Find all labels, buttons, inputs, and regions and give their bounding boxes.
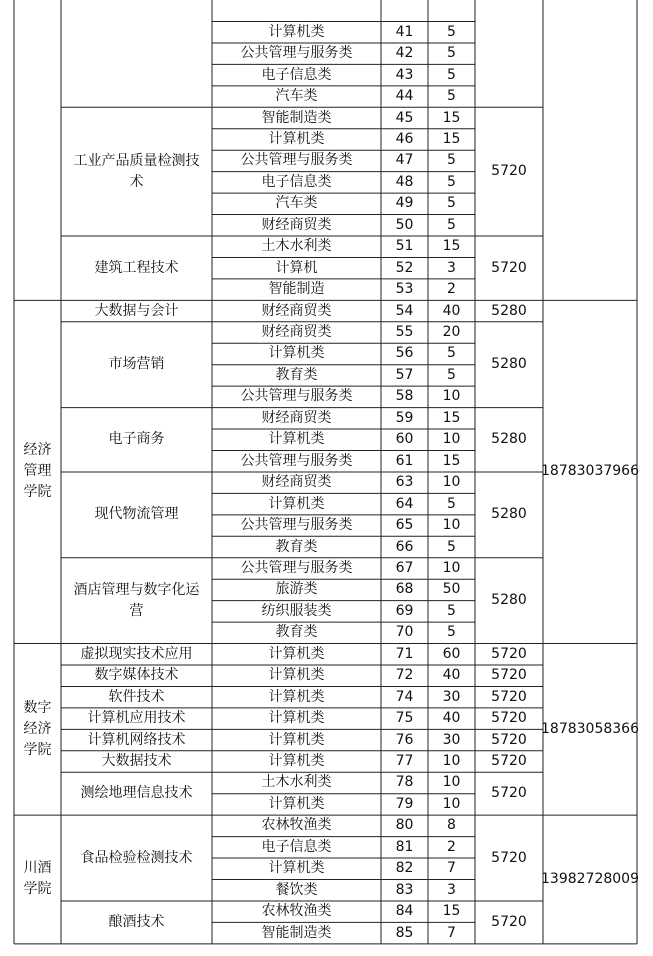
fee-cell: 5720 <box>491 667 527 684</box>
category-cell: 纺织服装类 <box>261 602 332 619</box>
code-cell: 57 <box>395 366 414 383</box>
major-cell-line: 虚拟现实技术应用 <box>80 645 193 662</box>
category-cell: 计算机类 <box>268 688 325 705</box>
major-cell <box>61 472 212 558</box>
code-cell: 76 <box>395 731 414 748</box>
category-cell: 财经商贸类 <box>261 409 332 426</box>
major-cell <box>61 901 212 944</box>
code-cell: 55 <box>395 324 414 341</box>
plan-cell: 40 <box>442 667 461 684</box>
category-cell: 计算机类 <box>268 795 325 812</box>
plan-cell: 8 <box>447 817 456 834</box>
fee-cell: 5280 <box>491 356 527 373</box>
code-cell: 48 <box>395 173 414 190</box>
plan-cell: 2 <box>447 281 456 298</box>
plan-cell: 10 <box>442 388 461 405</box>
major-cell <box>61 236 212 300</box>
major-cell <box>61 322 212 408</box>
code-cell: 72 <box>395 667 414 684</box>
category-cell: 计算机类 <box>268 710 325 727</box>
category-cell: 公共管理与服务类 <box>240 152 353 169</box>
major-cell-line: 大数据技术 <box>101 753 172 770</box>
code-cell: 52 <box>395 259 414 276</box>
plan-cell: 10 <box>442 559 461 576</box>
fee-cell: 5720 <box>491 645 527 662</box>
plan-cell: 15 <box>442 903 461 920</box>
category-cell: 计算机类 <box>268 731 325 748</box>
fee-cell: 5720 <box>491 731 527 748</box>
fee-cell: 5280 <box>491 506 527 523</box>
category-cell: 智能制造类 <box>261 924 332 941</box>
plan-cell: 5 <box>447 66 456 83</box>
college-cell-line: 川酒 <box>23 860 52 877</box>
code-cell: 77 <box>395 753 414 770</box>
category-cell: 财经商贸类 <box>261 474 332 491</box>
major-cell <box>61 558 212 644</box>
plan-cell: 5 <box>447 602 456 619</box>
plan-cell: 3 <box>447 881 456 898</box>
code-cell: 78 <box>395 774 414 791</box>
category-cell: 公共管理与服务类 <box>240 45 353 62</box>
category-cell: 土木水利类 <box>261 774 332 791</box>
plan-cell: 30 <box>442 731 461 748</box>
phone-cell <box>543 22 637 301</box>
code-cell: 50 <box>395 216 414 233</box>
plan-cell: 10 <box>442 431 461 448</box>
category-cell: 计算机类 <box>268 860 325 877</box>
category-cell: 教育类 <box>275 366 318 383</box>
plan-cell: 15 <box>442 452 461 469</box>
college-cell-line: 数字 <box>23 699 52 716</box>
code-cell: 70 <box>395 624 414 641</box>
fee-cell: 5720 <box>491 753 527 770</box>
code-cell: 49 <box>395 195 414 212</box>
category-cell: 智能制造类 <box>261 109 332 126</box>
code-cell: 82 <box>395 860 414 877</box>
major-cell-line: 市场营销 <box>108 356 165 373</box>
major-cell-line: 酿酒技术 <box>108 913 165 930</box>
category-cell: 公共管理与服务类 <box>240 517 353 534</box>
major-cell <box>61 665 212 686</box>
college-cell-line: 学院 <box>23 881 52 898</box>
plan-cell: 20 <box>442 324 461 341</box>
plan-cell: 15 <box>442 109 461 126</box>
fee-cell: 5720 <box>491 688 527 705</box>
code-cell: 44 <box>395 88 414 105</box>
plan-cell: 15 <box>442 130 461 147</box>
code-cell: 75 <box>395 710 414 727</box>
plan-cell: 5 <box>447 173 456 190</box>
code-cell: 69 <box>395 602 414 619</box>
code-cell: 79 <box>395 795 414 812</box>
major-cell-line: 计算机网络技术 <box>87 731 186 748</box>
major-cell-line: 测绘地理信息技术 <box>80 785 193 802</box>
code-cell: 46 <box>395 130 414 147</box>
college-cell-line: 管理 <box>23 463 52 480</box>
category-cell: 农林牧渔类 <box>261 903 332 920</box>
major-cell-line: 酒店管理与数字化运 <box>73 581 200 598</box>
category-cell: 财经商贸类 <box>261 324 332 341</box>
major-cell-line: 软件技术 <box>108 688 165 705</box>
plan-cell: 5 <box>447 23 456 40</box>
plan-cell: 5 <box>447 216 456 233</box>
college-cell <box>14 22 61 301</box>
major-cell <box>61 644 212 665</box>
plan-cell: 10 <box>442 474 461 491</box>
college-cell <box>14 644 61 816</box>
plan-cell: 5 <box>447 345 456 362</box>
plan-cell: 15 <box>442 238 461 255</box>
major-cell <box>61 408 212 472</box>
major-cell <box>61 686 212 707</box>
college-cell <box>14 815 61 944</box>
code-cell: 81 <box>395 838 414 855</box>
major-cell-line: 数字媒体技术 <box>94 667 179 684</box>
plan-cell: 7 <box>447 860 456 877</box>
code-cell: 51 <box>395 238 414 255</box>
major-cell <box>61 300 212 321</box>
major-cell-line: 建筑工程技术 <box>94 259 179 276</box>
plan-cell: 60 <box>442 645 461 662</box>
code-cell: 45 <box>395 109 414 126</box>
category-cell: 汽车类 <box>275 88 318 105</box>
fee-cell: 5720 <box>491 259 527 276</box>
major-cell <box>61 815 212 901</box>
major-cell <box>61 107 212 236</box>
category-cell: 土木水利类 <box>261 238 332 255</box>
category-cell: 计算机类 <box>268 667 325 684</box>
category-cell: 计算机类 <box>268 645 325 662</box>
category-cell: 财经商贸类 <box>261 302 332 319</box>
plan-cell: 10 <box>442 795 461 812</box>
category-cell: 计算机 <box>275 259 318 276</box>
major-cell-line: 电子商务 <box>108 431 165 448</box>
code-cell: 84 <box>395 903 414 920</box>
major-cell-line: 计算机应用技术 <box>87 710 186 727</box>
code-cell: 60 <box>395 431 414 448</box>
major-cell-line: 术 <box>129 173 144 190</box>
plan-cell: 15 <box>442 409 461 426</box>
code-cell: 54 <box>395 302 414 319</box>
college-cell-line: 经济 <box>23 720 52 737</box>
code-cell: 43 <box>395 66 414 83</box>
code-cell: 61 <box>395 452 414 469</box>
category-cell: 电子信息类 <box>261 173 332 190</box>
category-cell: 电子信息类 <box>261 838 332 855</box>
fee-cell: 5720 <box>491 710 527 727</box>
fee-cell: 5280 <box>491 592 527 609</box>
college-cell-line: 经济 <box>23 442 52 459</box>
plan-cell: 5 <box>447 624 456 641</box>
plan-cell: 5 <box>447 88 456 105</box>
category-cell: 计算机类 <box>268 495 325 512</box>
college-cell-line: 学院 <box>23 484 52 501</box>
plan-cell: 7 <box>447 924 456 941</box>
phone-cell: 18783058366 <box>541 720 639 737</box>
major-cell <box>61 729 212 750</box>
category-cell: 公共管理与服务类 <box>240 452 353 469</box>
fee-cell: 5720 <box>491 849 527 866</box>
code-cell: 83 <box>395 881 414 898</box>
fee-cell: 5720 <box>491 785 527 802</box>
plan-cell: 30 <box>442 688 461 705</box>
phone-cell: 18783037966 <box>541 463 639 480</box>
code-cell: 56 <box>395 345 414 362</box>
category-cell: 旅游类 <box>275 581 318 598</box>
phone-cell: 13982728009 <box>541 870 639 887</box>
major-cell <box>61 751 212 772</box>
code-cell: 47 <box>395 152 414 169</box>
code-cell: 85 <box>395 924 414 941</box>
category-cell: 汽车类 <box>275 195 318 212</box>
major-cell-line: 营 <box>129 602 144 619</box>
code-cell: 64 <box>395 495 414 512</box>
category-cell: 财经商贸类 <box>261 216 332 233</box>
plan-cell: 10 <box>442 774 461 791</box>
category-cell: 农林牧渔类 <box>261 817 332 834</box>
plan-cell: 5 <box>447 366 456 383</box>
plan-cell: 10 <box>442 517 461 534</box>
code-cell: 68 <box>395 581 414 598</box>
fee-cell: 5720 <box>491 163 527 180</box>
fee-cell: 5720 <box>491 913 527 930</box>
major-cell-line: 工业产品质量检测技 <box>73 152 200 169</box>
code-cell: 66 <box>395 538 414 555</box>
plan-cell: 5 <box>447 495 456 512</box>
category-cell: 计算机类 <box>268 753 325 770</box>
category-cell: 公共管理与服务类 <box>240 388 353 405</box>
plan-cell: 50 <box>442 581 461 598</box>
category-cell: 餐饮类 <box>275 881 318 898</box>
plan-cell: 2 <box>447 838 456 855</box>
major-cell <box>61 708 212 729</box>
plan-cell: 5 <box>447 152 456 169</box>
plan-cell: 40 <box>442 302 461 319</box>
major-cell <box>61 772 212 815</box>
plan-cell: 3 <box>447 259 456 276</box>
major-cell-line: 大数据与会计 <box>94 302 179 319</box>
code-cell: 59 <box>395 409 414 426</box>
code-cell: 41 <box>395 23 414 40</box>
major-cell-line: 食品检验检测技术 <box>80 849 193 866</box>
code-cell: 65 <box>395 517 414 534</box>
code-cell: 74 <box>395 688 414 705</box>
code-cell: 53 <box>395 281 414 298</box>
category-cell: 电子信息类 <box>261 66 332 83</box>
category-cell: 教育类 <box>275 624 318 641</box>
plan-cell: 5 <box>447 195 456 212</box>
code-cell: 71 <box>395 645 414 662</box>
plan-cell: 5 <box>447 538 456 555</box>
category-cell: 计算机类 <box>268 345 325 362</box>
code-cell: 63 <box>395 474 414 491</box>
category-cell: 计算机类 <box>268 130 325 147</box>
college-cell <box>14 300 61 643</box>
category-cell: 计算机类 <box>268 23 325 40</box>
code-cell: 67 <box>395 559 414 576</box>
code-cell: 58 <box>395 388 414 405</box>
plan-cell: 10 <box>442 753 461 770</box>
category-cell: 教育类 <box>275 538 318 555</box>
code-cell: 80 <box>395 817 414 834</box>
college-cell-line: 学院 <box>23 741 52 758</box>
category-cell: 智能制造 <box>268 281 325 298</box>
major-cell <box>61 22 212 108</box>
fee-cell <box>475 22 543 108</box>
fee-cell: 5280 <box>491 431 527 448</box>
category-cell: 公共管理与服务类 <box>240 559 353 576</box>
category-cell: 计算机类 <box>268 431 325 448</box>
fee-cell: 5280 <box>491 302 527 319</box>
plan-cell: 40 <box>442 710 461 727</box>
plan-cell: 5 <box>447 45 456 62</box>
major-cell-line: 现代物流管理 <box>94 506 179 523</box>
code-cell: 42 <box>395 45 414 62</box>
